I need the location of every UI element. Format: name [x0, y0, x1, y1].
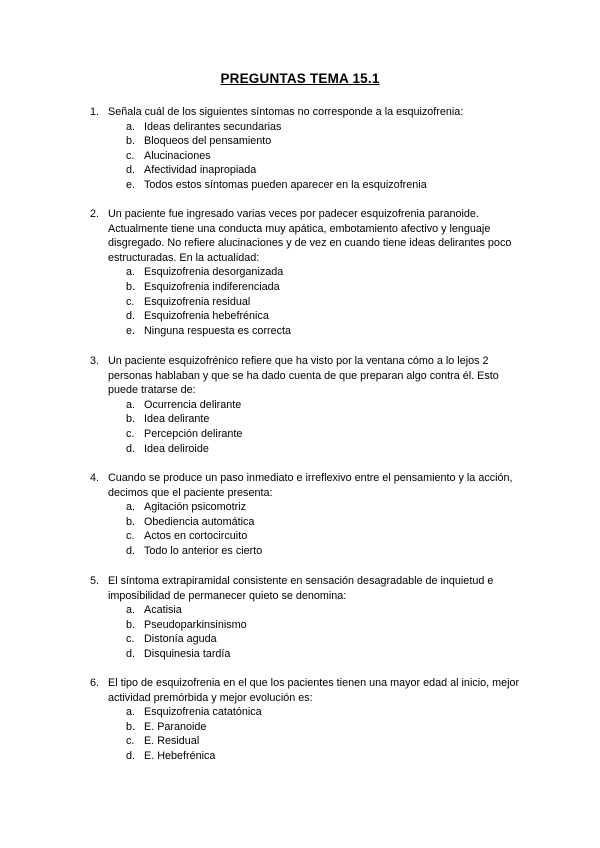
option-letter: c.: [126, 735, 135, 748]
option-b: [90, 618, 530, 633]
option-text: Todo lo anterior es cierto: [144, 544, 263, 557]
option-letter: c.: [126, 427, 135, 440]
option-letter: e.: [126, 178, 136, 191]
option-letter: c.: [126, 149, 135, 162]
question-number: 3.: [90, 355, 100, 367]
option-letter: d.: [126, 544, 136, 557]
option-letter: b.: [126, 135, 136, 148]
option-b: [90, 280, 530, 295]
options-list: [90, 398, 530, 456]
question-number: 5.: [90, 575, 100, 587]
question-text: Cuando se produce un paso inmediato e irreflexivo entre el pensamiento y la acción, decimos que el paciente presenta:: [108, 472, 513, 499]
option-b: [90, 515, 530, 530]
option-text: Alucinaciones: [144, 149, 211, 162]
option-d: [90, 647, 530, 662]
option-a: [90, 265, 530, 280]
option-e: [90, 324, 530, 339]
question-text: Un paciente fue ingresado varias veces por padecer esquizofrenia paranoide. Actualmente tiene una conducta muy apática, embotamiento afectivo y lenguaje disgregado. No refiere alucinaciones y de vez en cuando tiene ideas delirantes poco estructuradas. En la actualidad:: [108, 208, 512, 264]
option-letter: b.: [126, 280, 136, 293]
option-b: [90, 720, 530, 735]
option-d: [90, 544, 530, 559]
question-text: Señala cuál de los siguientes síntomas no corresponde a la esquizofrenia:: [108, 106, 464, 118]
question-number: 1.: [90, 106, 100, 118]
option-b: [90, 134, 530, 149]
question-number: 4.: [90, 472, 100, 484]
question-1: [90, 105, 530, 193]
option-letter: d.: [126, 749, 136, 762]
option-text: Ninguna respuesta es correcta: [144, 324, 292, 337]
question-2: [90, 207, 530, 338]
option-letter: b.: [126, 720, 136, 733]
options-list: [90, 500, 530, 558]
options-list: [90, 120, 530, 193]
option-text: Disquinesia tardía: [144, 647, 231, 660]
question-text: Un paciente esquizofrénico refiere que ha visto por la ventana cómo a lo lejos 2 personas hablaban y que se ha dado cuenta de que preparan algo contra él. Esto puede tratarse de:: [108, 355, 499, 397]
option-c: [90, 734, 530, 749]
option-text: Ideas delirantes secundarias: [144, 120, 282, 133]
option-letter: d.: [126, 164, 136, 177]
option-text: Idea delirante: [144, 413, 210, 426]
option-text: Todos estos síntomas pueden aparecer en la esquizofrenia: [144, 178, 427, 191]
option-d: [90, 163, 530, 178]
question-4: [90, 471, 530, 559]
option-a: [90, 398, 530, 413]
option-letter: b.: [126, 413, 136, 426]
option-letter: b.: [126, 618, 136, 631]
options-list: [90, 705, 530, 763]
option-text: Esquizofrenia hebefrénica: [144, 310, 269, 323]
option-text: Idea deliroide: [144, 442, 209, 455]
question-number: 6.: [90, 677, 100, 689]
option-e: [90, 178, 530, 193]
option-d: [90, 309, 530, 324]
option-text: Actos en cortocircuito: [144, 530, 248, 543]
option-text: Percepción delirante: [144, 427, 243, 440]
question-6: [90, 676, 530, 764]
question-text: El síntoma extrapiramidal consistente en sensación desagradable de inquietud e imposibilidad de permanecer quieto se denomina:: [108, 575, 494, 602]
option-text: E. Paranoide: [144, 720, 207, 733]
question-3: [90, 354, 530, 456]
option-letter: d.: [126, 442, 136, 455]
option-letter: a.: [126, 706, 136, 719]
question-number: 2.: [90, 208, 100, 220]
option-c: [90, 529, 530, 544]
option-letter: d.: [126, 647, 136, 660]
question-text: El tipo de esquizofrenia en el que los pacientes tienen una mayor edad al inicio, mejor actividad premórbida y mejor evolución es:: [108, 677, 520, 704]
option-a: [90, 705, 530, 720]
option-text: Esquizofrenia indiferenciada: [144, 280, 280, 293]
option-a: [90, 603, 530, 618]
option-text: Esquizofrenia catatónica: [144, 706, 262, 719]
option-text: E. Residual: [144, 735, 200, 748]
option-text: Ocurrencia delirante: [144, 398, 242, 411]
option-letter: e.: [126, 324, 136, 337]
option-c: [90, 632, 530, 647]
option-letter: b.: [126, 515, 136, 528]
option-d: [90, 442, 530, 457]
question-5: [90, 574, 530, 662]
option-letter: a.: [126, 120, 136, 133]
options-list: [90, 265, 530, 338]
option-letter: c.: [126, 633, 135, 646]
option-a: [90, 500, 530, 515]
option-letter: a.: [126, 266, 136, 279]
option-c: [90, 427, 530, 442]
option-c: [90, 149, 530, 164]
option-text: Obediencia automática: [144, 515, 255, 528]
option-letter: d.: [126, 310, 136, 323]
option-text: Bloqueos del pensamiento: [144, 135, 272, 148]
page-title: PREGUNTAS TEMA 15.1: [220, 71, 380, 86]
option-b: [90, 412, 530, 427]
option-letter: c.: [126, 530, 135, 543]
option-text: Esquizofrenia desorganizada: [144, 266, 284, 279]
option-text: Pseudoparkinsinismo: [144, 618, 247, 631]
option-text: Distonía aguda: [144, 633, 217, 646]
option-d: [90, 749, 530, 764]
option-letter: c.: [126, 295, 135, 308]
options-list: [90, 603, 530, 661]
option-c: [90, 295, 530, 310]
option-text: Afectividad inapropiada: [144, 164, 257, 177]
option-text: E. Hebefrénica: [144, 749, 216, 762]
option-a: [90, 120, 530, 135]
option-text: Acatisia: [144, 604, 182, 617]
option-text: Esquizofrenia residual: [144, 295, 251, 308]
option-letter: a.: [126, 604, 136, 617]
option-letter: a.: [126, 398, 136, 411]
option-letter: a.: [126, 501, 136, 514]
option-text: Agitación psicomotriz: [144, 501, 247, 514]
